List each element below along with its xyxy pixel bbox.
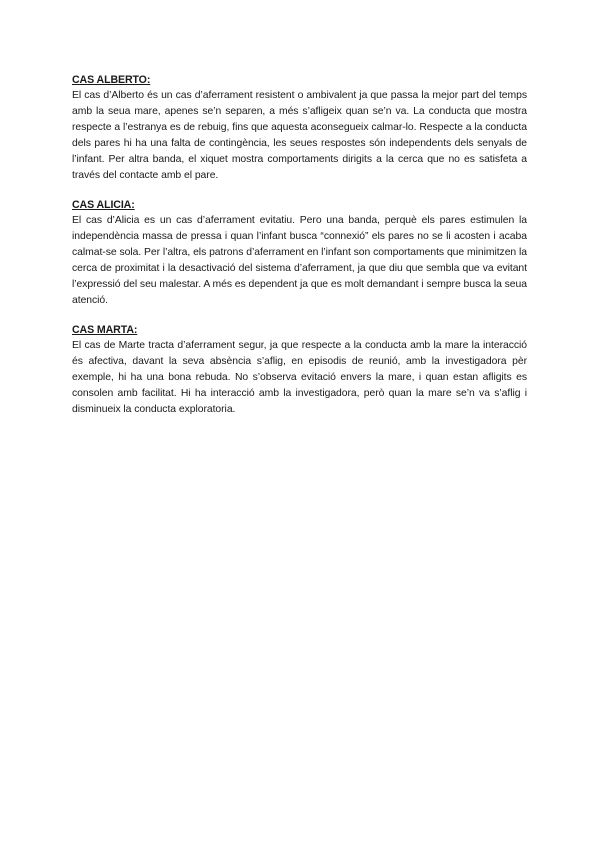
document-body [72, 72, 527, 431]
section-heading: CAS ALBERTO: [72, 74, 151, 86]
section-alberto [72, 72, 527, 184]
section-heading: CAS ALICIA: [72, 199, 135, 211]
section-paragraph: El cas de Marte tracta d’aferrament segur, ja que respecte a la conducta amb la mare la interacció és afectiva, davant la seva absència s’aflig, en episodis de reunió, amb la investigadora pèr exemple, hi ha una bona rebuda. No s’observa evitació envers la mare, i quan estan afligits es consolen amb facilitat. Hi ha interacció amb la investigadora, però quan la mare se’n va s’aflig i disminueix la conducta exploratoria. [72, 340, 527, 415]
section-paragraph: El cas d’Alberto és un cas d’aferrament resistent o ambivalent ja que passa la mejor part del temps amb la seua mare, apenes se’n separen, a més s’afligeix quan se’n va. La conducta que mostra respecte a l’estranya es de rebuig, fins que aquesta aconsegueix calmar-lo. Respecte a la conducta dels pares hi ha una falta de contingència, les seues respostes són independents dels senyals de l’infant. Per altra banda, el xiquet mostra comportaments dirigits a la cerca que no es satisfeta a través del contacte amb el pare. [72, 90, 527, 181]
section-heading: CAS MARTA: [72, 324, 138, 336]
section-alicia [72, 197, 527, 309]
section-paragraph: El cas d’Alicia es un cas d’aferrament evitatiu. Pero una banda, perquè els pares estimulen la independència massa de pressa i quan l’infant busca “connexió” els pares no se li acosten i acaba calmat-se sola. Per l’altra, els patrons d’aferrament en l’infant son comportaments que minimitzen la cerca de proximitat i la desactivació del sistema d’aferrament, ja que diu que sembla que va evitant l’expressió del seu malestar. A més es dependent ja que es molt demandant i sempre busca la seua atenció. [72, 215, 527, 306]
section-marta [72, 322, 527, 418]
